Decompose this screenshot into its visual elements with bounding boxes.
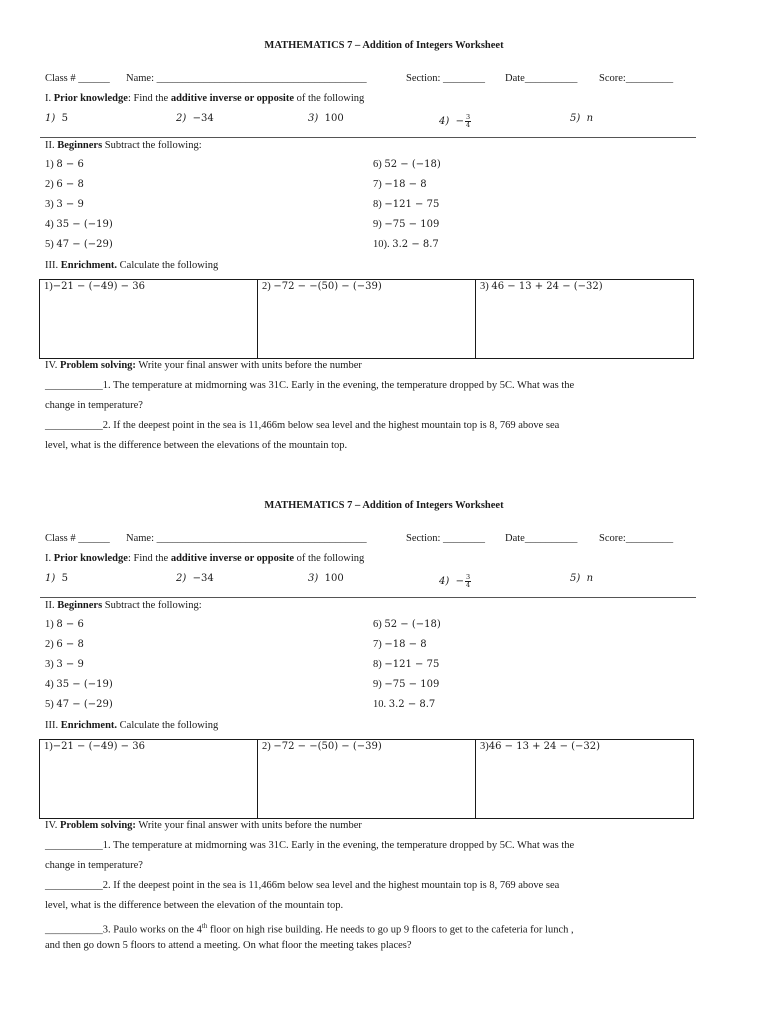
subtract-item: 10). 3.2 − 8.7 [373,239,439,250]
part1-heading: I. Prior knowledge: Find the additive inverse or opposite of the following [45,93,365,104]
enrichment-boxes [39,739,694,819]
fraction: $\frac{3}{4}$ [466,573,471,589]
inverse-item: 3) 100 [308,573,344,584]
problem-text: ___________2. If the deepest point in the sea is 11,466m below sea level and the highest mountain top is 8, 769 above sea [45,880,560,891]
problem-text: change in temperature? [45,860,143,871]
subtract-item: 9) −75 − 109 [373,679,440,690]
enrichment-box[interactable]: 1)−21 − (−49) − 36 [40,280,258,358]
subtract-item: 1) 8 − 6 [45,159,84,170]
subtract-item: 7) −18 − 8 [373,179,427,190]
subtract-item: 2) 6 − 8 [45,639,84,650]
inverse-item: 5) n [570,573,594,584]
part2-heading: II. Beginners Subtract the following: [45,140,202,151]
subtract-item: 8) −121 − 75 [373,659,440,670]
part1-heading: I. Prior knowledge: Find the additive inverse or opposite of the following [45,553,365,564]
part2-heading: II. Beginners Subtract the following: [45,600,202,611]
problem-text: ___________1. The temperature at midmorning was 31C. Early in the evening, the temperature dropped by 5C. What was the [45,840,575,851]
inverse-item: 5) n [570,113,594,124]
problem-text: change in temperature? [45,400,143,411]
subtract-item: 2) 6 − 8 [45,179,84,190]
date-field: Date__________ [505,73,578,84]
subtract-item: 8) −121 − 75 [373,199,440,210]
divider [40,597,696,598]
inverse-item: 1) 5 [45,573,68,584]
subtract-item: 3) 3 − 9 [45,199,84,210]
fraction: $\frac{3}{4}$ [466,113,471,129]
problem-text: level, what is the difference between the elevations of the mountain top. [45,440,348,451]
inverse-item: 2) −34 [176,113,214,124]
subtract-item: 7) −18 − 8 [373,639,427,650]
enrichment-boxes [39,279,694,359]
inverse-item: 4) − $\frac{3}{4}$ [439,113,471,129]
problem-text: and then go down 5 floors to attend a meeting. On what floor the meeting takes places? [45,940,412,951]
section-field: Section: ________ [406,533,486,544]
class-field: Class # ______ [45,73,110,84]
subtract-item: 5) 47 − (−29) [45,699,113,710]
enrichment-box[interactable]: 3)46 − 13 + 24 − (−32) [480,741,601,752]
subtract-item: 3) 3 − 9 [45,659,84,670]
inverse-item: 1) 5 [45,113,68,124]
score-field: Score:_________ [599,533,674,544]
name-field: Name: ________________________________________ [126,533,367,544]
subtract-item: 6) 52 − (−18) [373,159,441,170]
problem-text: ___________2. If the deepest point in the sea is 11,466m below sea level and the highest mountain top is 8, 769 above sea [45,420,560,431]
part4-heading: IV. Problem solving: Write your final answer with units before the number [45,820,362,831]
score-field: Score:_________ [599,73,674,84]
subtract-item: 4) 35 − (−19) [45,219,113,230]
enrichment-box[interactable]: 3) 46 − 13 + 24 − (−32) [480,281,603,292]
subtract-item: 10. 3.2 − 8.7 [373,699,436,710]
name-field: Name: ________________________________________ [126,73,367,84]
part3-heading: III. Enrichment. Calculate the following [45,260,219,271]
section-field: Section: ________ [406,73,486,84]
inverse-item: 3) 100 [308,113,344,124]
part4-heading: IV. Problem solving: Write your final answer with units before the number [45,360,362,371]
subtract-item: 4) 35 − (−19) [45,679,113,690]
subtract-item: 6) 52 − (−18) [373,619,441,630]
problem-text: ___________1. The temperature at midmorning was 31C. Early in the evening, the temperature dropped by 5C. What was the [45,380,575,391]
inverse-item: 4) − $\frac{3}{4}$ [439,573,471,589]
part3-heading: III. Enrichment. Calculate the following [45,720,219,731]
enrichment-box[interactable]: 1)−21 − (−49) − 36 [40,740,258,818]
class-field: Class # ______ [45,533,110,544]
problem-text: level, what is the difference between the elevation of the mountain top. [45,900,344,911]
subtract-item: 9) −75 − 109 [373,219,440,230]
enrichment-box[interactable]: 2) −72 − −(50) − (−39) [258,280,476,358]
inverse-item: 2) −34 [176,573,214,584]
subtract-item: 1) 8 − 6 [45,619,84,630]
worksheet-title: MATHEMATICS 7 – Addition of Integers Worksheet [264,40,504,51]
worksheet-title: MATHEMATICS 7 – Addition of Integers Worksheet [264,500,504,511]
problem-text: ___________3. Paulo works on the 4th floor on high rise building. He needs to go up 9 floors to get to the cafeteria for lunch , [45,922,574,936]
divider [40,137,696,138]
date-field: Date__________ [505,533,578,544]
enrichment-box[interactable]: 2) −72 − −(50) − (−39) [258,740,476,818]
subtract-item: 5) 47 − (−29) [45,239,113,250]
